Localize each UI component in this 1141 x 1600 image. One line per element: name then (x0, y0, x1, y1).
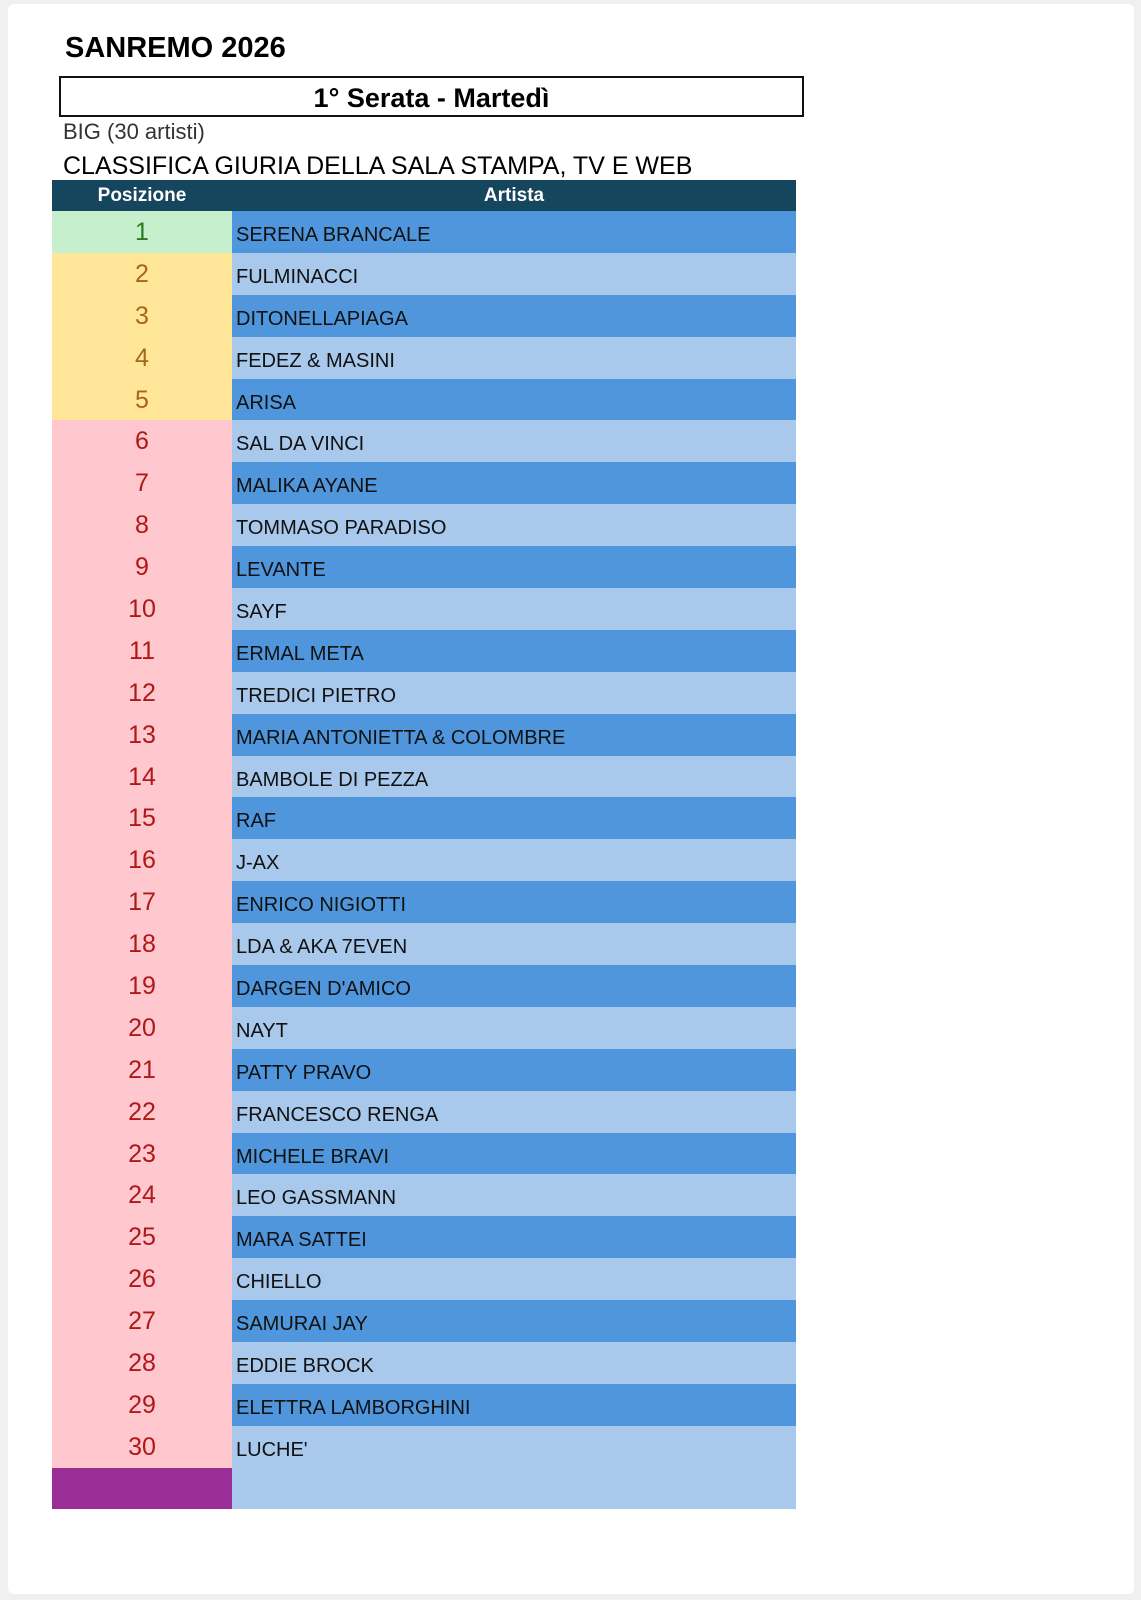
position-cell: 12 (52, 672, 232, 714)
table-row (52, 1174, 796, 1216)
artist-cell: J-AX (232, 839, 796, 881)
artist-cell: FRANCESCO RENGA (232, 1091, 796, 1133)
table-row (52, 1300, 796, 1342)
artist-cell: LDA & AKA 7EVEN (232, 923, 796, 965)
table-row (52, 923, 796, 965)
table-row (52, 672, 796, 714)
ranking-rows (52, 211, 796, 1468)
position-cell: 20 (52, 1007, 232, 1049)
artist-cell: DARGEN D'AMICO (232, 965, 796, 1007)
artist-cell: SAYF (232, 588, 796, 630)
artist-cell: ERMAL META (232, 630, 796, 672)
position-cell: 30 (52, 1426, 232, 1468)
artist-cell: SAL DA VINCI (232, 420, 796, 462)
artist-cell: PATTY PRAVO (232, 1049, 796, 1091)
artist-cell: SAMURAI JAY (232, 1300, 796, 1342)
table-row (52, 546, 796, 588)
table-row (52, 1007, 796, 1049)
artist-cell: ENRICO NIGIOTTI (232, 881, 796, 923)
position-cell: 4 (52, 337, 232, 379)
artist-cell: LUCHE' (232, 1426, 796, 1468)
position-cell: 27 (52, 1300, 232, 1342)
table-row (52, 965, 796, 1007)
artist-cell: SERENA BRANCALE (232, 211, 796, 253)
position-cell: 11 (52, 630, 232, 672)
table-row (52, 630, 796, 672)
table-row (52, 797, 796, 839)
table-row (52, 1384, 796, 1426)
position-cell: 24 (52, 1174, 232, 1216)
position-cell: 10 (52, 588, 232, 630)
table-row (52, 1049, 796, 1091)
position-cell: 14 (52, 756, 232, 798)
artist-cell: EDDIE BROCK (232, 1342, 796, 1384)
position-cell: 7 (52, 462, 232, 504)
artist-cell: MARIA ANTONIETTA & COLOMBRE (232, 714, 796, 756)
artist-cell: MICHELE BRAVI (232, 1133, 796, 1175)
header-position: Posizione (97, 185, 187, 206)
position-cell: 29 (52, 1384, 232, 1426)
table-row (52, 714, 796, 756)
artist-cell: MALIKA AYANE (232, 462, 796, 504)
table-footer-row (52, 1468, 796, 1509)
category-label: BIG (30 artisti) (63, 119, 205, 144)
position-cell: 16 (52, 839, 232, 881)
position-cell: 28 (52, 1342, 232, 1384)
artist-cell: CHIELLO (232, 1258, 796, 1300)
position-cell: 3 (52, 295, 232, 337)
artist-cell: MARA SATTEI (232, 1216, 796, 1258)
table-row (52, 1216, 796, 1258)
table-row (52, 379, 796, 421)
table-row (52, 756, 796, 798)
position-cell: 5 (52, 379, 232, 421)
position-cell: 22 (52, 1091, 232, 1133)
artist-cell: TREDICI PIETRO (232, 672, 796, 714)
ranking-table (52, 180, 796, 1509)
footer-empty-cell (232, 1468, 796, 1509)
table-row (52, 504, 796, 546)
position-cell: 26 (52, 1258, 232, 1300)
table-row (52, 253, 796, 295)
position-cell: 8 (52, 504, 232, 546)
table-row (52, 1091, 796, 1133)
artist-cell: FULMINACCI (232, 253, 796, 295)
table-row (52, 337, 796, 379)
artist-cell: ELETTRA LAMBORGHINI (232, 1384, 796, 1426)
artist-cell: DITONELLAPIAGA (232, 295, 796, 337)
artist-cell: BAMBOLE DI PEZZA (232, 756, 796, 798)
artist-cell: LEVANTE (232, 546, 796, 588)
table-row (52, 295, 796, 337)
document-title: SANREMO 2026 (65, 32, 286, 64)
table-header (52, 180, 796, 211)
table-row (52, 839, 796, 881)
table-row (52, 420, 796, 462)
position-cell: 9 (52, 546, 232, 588)
table-row (52, 1258, 796, 1300)
header-artist: Artista (483, 185, 545, 206)
position-cell: 6 (52, 420, 232, 462)
classifica-title: CLASSIFICA GIURIA DELLA SALA STAMPA, TV E WEB (63, 152, 693, 180)
position-cell: 18 (52, 923, 232, 965)
artist-cell: FEDEZ & MASINI (232, 337, 796, 379)
artist-cell: ARISA (232, 379, 796, 421)
artist-cell: LEO GASSMANN (232, 1174, 796, 1216)
footer-marker-cell (52, 1468, 232, 1509)
table-row (52, 588, 796, 630)
table-row (52, 211, 796, 253)
table-row (52, 1133, 796, 1175)
table-row (52, 1426, 796, 1468)
position-cell: 13 (52, 714, 232, 756)
position-cell: 25 (52, 1216, 232, 1258)
position-cell: 21 (52, 1049, 232, 1091)
position-cell: 17 (52, 881, 232, 923)
serata-heading: 1° Serata - Martedì (59, 76, 804, 117)
table-row (52, 881, 796, 923)
position-cell: 1 (52, 211, 232, 253)
artist-cell: NAYT (232, 1007, 796, 1049)
position-cell: 2 (52, 253, 232, 295)
artist-cell: RAF (232, 797, 796, 839)
table-row (52, 1342, 796, 1384)
table-row (52, 462, 796, 504)
position-cell: 15 (52, 797, 232, 839)
position-cell: 23 (52, 1133, 232, 1175)
position-cell: 19 (52, 965, 232, 1007)
artist-cell: TOMMASO PARADISO (232, 504, 796, 546)
